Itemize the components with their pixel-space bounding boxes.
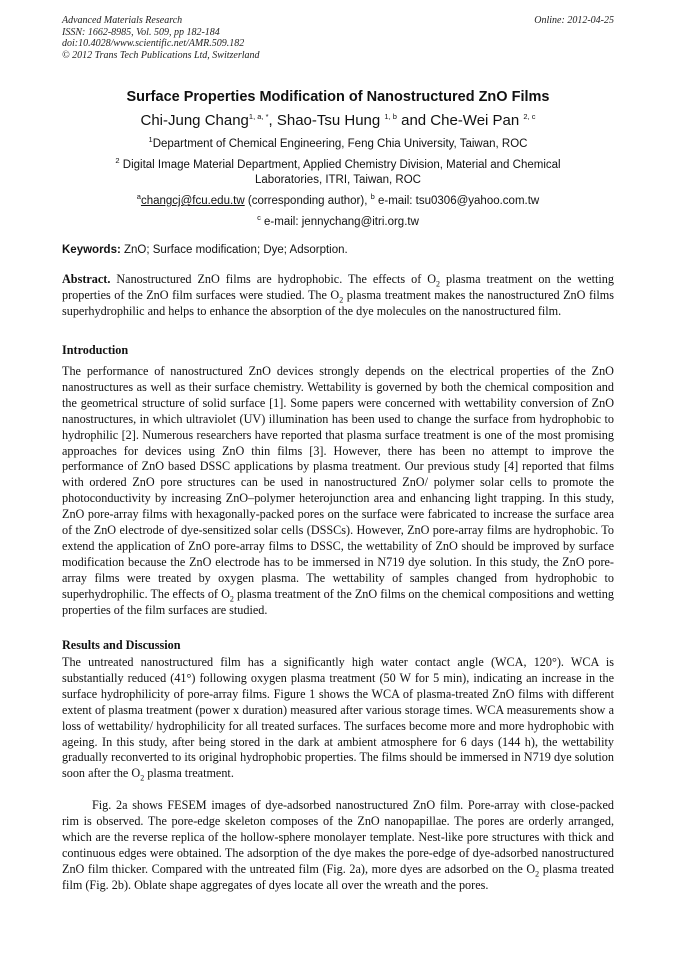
author-separator: and Che-Wei Pan: [396, 112, 524, 129]
affiliation-1: $^1$Department of Chemical Engineering, Feng Chia University, Taiwan, ROC: [148, 135, 528, 150]
journal-name: Advanced Materials Research: [62, 15, 183, 26]
author-superscript: 1, a, *: [248, 112, 269, 121]
online-date: Online: 2012-04-25: [534, 15, 614, 26]
author-name: Chi-Jung Chang: [140, 112, 249, 129]
copyright-line: © 2012 Trans Tech Publications Ltd, Switzerland: [62, 49, 260, 61]
keywords-label: Keywords:: [62, 244, 121, 256]
abstract-paragraph: Abstract. Nanostructured ZnO films are hydrophobic. The effects of $O_2$ plasma treatment on the wetting properties of the ZnO film surfaces were studied. The $O_2$ plasma treatment makes the nanostructured ZnO films superhydrophilic and helps to enhance the absorption of the dye molecules on the nanostructured film.: [62, 272, 614, 318]
affiliation-2: $^2$ Digital Image Material Department, Applied Chemistry Division, Material and Chemical Laboratories, ITRI, Taiwan, ROC: [115, 156, 561, 186]
results-heading: Results and Discussion: [62, 638, 181, 652]
keywords: [62, 244, 348, 256]
introduction-heading: Introduction: [62, 343, 129, 357]
author-list: [62, 112, 614, 129]
email-link[interactable]: changcj@fcu.edu.tw: [140, 195, 245, 207]
keywords-text: ZnO; Surface modification; Dye; Adsorption.: [120, 244, 348, 256]
author-superscript: 1, b: [384, 112, 397, 121]
doi-line: doi:10.4028/www.scientific.net/AMR.509.182: [62, 38, 245, 50]
issn-line: ISSN: 1662-8985, Vol. 509, pp 182-184: [62, 26, 220, 38]
introduction-paragraph: The performance of nanostructured ZnO devices strongly depends on the electrical properties of the ZnO nanostructures as well as their surface chemistry. Wettability is governed by both the chemical composition and the geometrical structure of solid surface [1]. Some papers were concerned with wettability conversion of ZnO nanostructures, in which ultraviolet (UV) illumination has been used to change the surface from hydrophobic to hydrophilic [2]. Numerous researchers have reported that plasma surface treatment is one of the most promising approaches for devices using ZnO thin films [3]. However, there has been no attempt to improve the performance of ZnO based DSSC applications by plasma treatment. Our previous study [4] reported that films with ordered ZnO pore structures can be used in nanostructured ZnO/ polymer solar cells to promote the photoconductivity by increasing ZnO–polymer heterojunction area and enhancing light trapping. In this study, ZnO pore-array films with hexagonally-packed pores on the surface were fabricated to increase the surface area of the ZnO electrode of dye-sensitized solar cells (DSSCs). However, ZnO pore-array films are hydrophobic. To extend the application of ZnO pore-array films to DSSC, the wettability of ZnO should be improved by surface modification because the ZnO electrode has to be immersed in N719 dye solution. In this study, the ZnO pore-array films were treated by oxygen plasma. The wettability of samples changed from hydrophobic to superhydrophilic. The effects of $O_2$ plasma treatment of the ZnO films on the chemical compositions and wetting properties of the film surfaces are studied.: [62, 364, 614, 617]
results-paragraph-2: Fig. 2a shows FESEM images of dye-adsorbed nanostructured ZnO film. Pore-array with close-packed rim is observed. The pore-edge skeleton composes of the ZnO nanopapillae. The pores are orderly arranged, which are the reverse replica of the hollow-sphere monolayer template. Nest-like pore structures with thick and continuous edges were obtained. The adsorption of the dye makes the pore-edge of dye-adsorbed nanostructured ZnO film thicker. Compared with the untreated film (Fig. 2a), more dyes are adsorbed on the $O_2$ plasma treated film (Fig. 2b). Oblate shape aggregates of dyes locate all over the wreath and the pores.: [62, 798, 614, 892]
email-line-2: $^c$ e-mail: jennychang@itri.org.tw: [257, 213, 419, 228]
results-paragraph-1: The untreated nanostructured film has a significantly high water contact angle (WCA, 120°). WCA is substantially reduced (41°) following oxygen plasma treatment (50 W for 5 min), indicating an increase in the surface hydrophilicity of pore-array films. Figure 1 shows the WCA of plasma-treated ZnO films with different extent of plasma treatment (power x duration) measured after various storage times. WCA measurements show a loss of wettability/ hydrophilicity for all treated surfaces. The surfaces become more and more hydrophobic with ageing. In this study, after being stored in the dark at ambient atmosphere for 6 days (144 h), the wettability gradually reconverted to its original hydrophobic properties. The films should be immersed in N719 dye solution soon after the $O_2$ plasma treatment.: [62, 655, 614, 783]
paper-title: Surface Properties Modification of Nanostructured ZnO Films: [126, 89, 550, 105]
author-separator: , Shao-Tsu Hung: [268, 112, 385, 129]
email-line-1: $^a$changcj@fcu.edu.tw (corresponding author), $^b$ e-mail: tsu0306@yahoo.com.tw: [136, 192, 540, 207]
abstract-label: Abstract.: [62, 272, 111, 286]
journal-header: [62, 15, 260, 61]
author-superscript: 2, c: [523, 112, 536, 121]
